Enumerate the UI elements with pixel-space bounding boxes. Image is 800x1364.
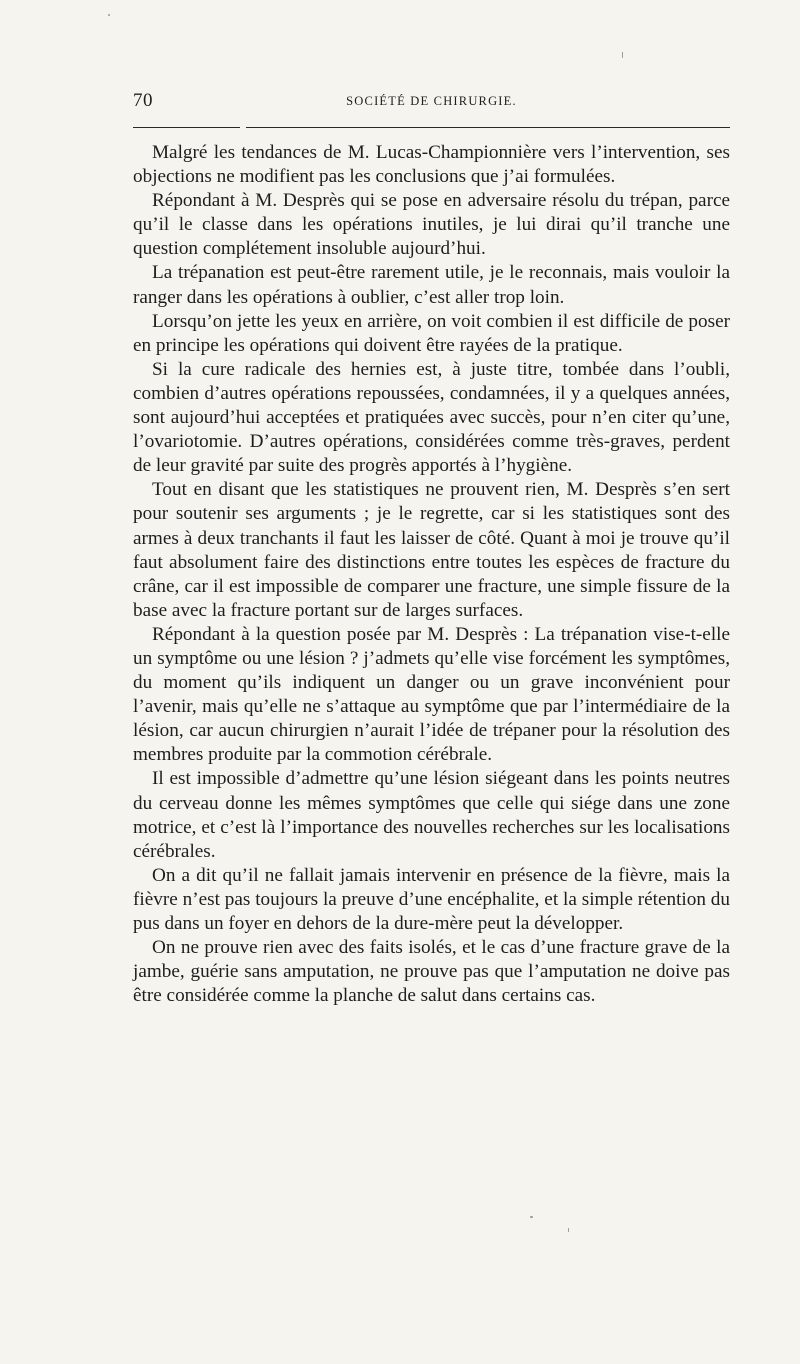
paper-speck bbox=[108, 14, 110, 16]
paragraph: Il est impossible d’admettre qu’une lésion siégeant dans les points neutres du cerveau donne les mêmes symptômes que celle qui siége dans une zone motrice, et c’est là l’importance des nouvelles recherches sur les localisations cérébrales. bbox=[133, 768, 730, 862]
paragraph: Si la cure radicale des hernies est, à juste titre, tombée dans l’oubli, combien d’autres opérations repoussées, condamnées, il y a quelques années, sont aujourd’hui acceptées et pratiquées avec succès, pour n’en citer qu’une, l’ovariotomie. D’autres opérations, considérées comme très-graves, perdent de leur gravité par suite des progrès apportés à l’hygiène. bbox=[133, 358, 730, 477]
paragraph: On ne prouve rien avec des faits isolés, et le cas d’une fracture grave de la jambe, guérie sans amputation, ne prouve pas que l’amputation ne doive pas être considérée comme la planche de salut dans certains cas. bbox=[133, 937, 730, 1007]
paragraph: Tout en disant que les statistiques ne prouvent rien, M. Desprès s’en sert pour soutenir ses arguments ; je le regrette, car si les statistiques sont des armes à deux tranchants il faut les laisser de côté. Quant à moi je trouve qu’il faut absolument faire des distinctions entre toutes les espèces de fracture du crâne, car il est impossible de comparer une fracture, une simple fissure de la base avec la fracture portant sur de larges surfaces. bbox=[133, 479, 730, 621]
paragraph: La trépanation est peut-être rarement utile, je le reconnais, mais vouloir la ranger dans les opérations à oublier, c’est aller trop loin. bbox=[133, 262, 730, 308]
header-rule-left bbox=[133, 127, 240, 128]
body-text bbox=[133, 141, 730, 1008]
paragraph: Lorsqu’on jette les yeux en arrière, on voit combien il est difficile de poser en principe les opérations qui doivent être rayées de la pratique. bbox=[133, 310, 730, 356]
paper-speck bbox=[530, 1216, 533, 1218]
paragraph: Répondant à M. Desprès qui se pose en adversaire résolu du trépan, parce qu’il le classe dans les opérations inutiles, je lui dirai qu’il tranche une question complétement insoluble aujourd’hui. bbox=[133, 190, 730, 260]
page-number: 70 bbox=[133, 90, 153, 111]
paragraph: On a dit qu’il ne fallait jamais intervenir en présence de la fièvre, mais la fièvre n’est pas toujours la preuve d’une encéphalite, et la simple rétention du pus dans un foyer en dehors de la dure-mère peut la développer. bbox=[133, 864, 730, 934]
paper-speck bbox=[568, 1228, 569, 1232]
running-title: SOCIÉTÉ DE CHIRURGIE. bbox=[346, 94, 517, 108]
page-header bbox=[133, 88, 730, 118]
paragraph: Répondant à la question posée par M. Desprès : La trépanation vise-t-elle un symptôme ou une lésion ? j’admets qu’elle vise forcément les symptômes, du moment qu’ils indiquent un danger ou un grave inconvénient pour l’avenir, mais qu’elle ne s’attaque au symptôme que par l’intermédiaire de la lésion, car aucun chirurgien n’aurait l’idée de trépaner pour la résolution des membres produite par la commotion cérébrale. bbox=[133, 623, 730, 766]
header-rule-right bbox=[246, 127, 730, 128]
paragraph: Malgré les tendances de M. Lucas-Championnière vers l’intervention, ses objections ne modifient pas les conclusions que j’ai formulées. bbox=[133, 142, 730, 188]
paper-speck bbox=[622, 52, 623, 58]
